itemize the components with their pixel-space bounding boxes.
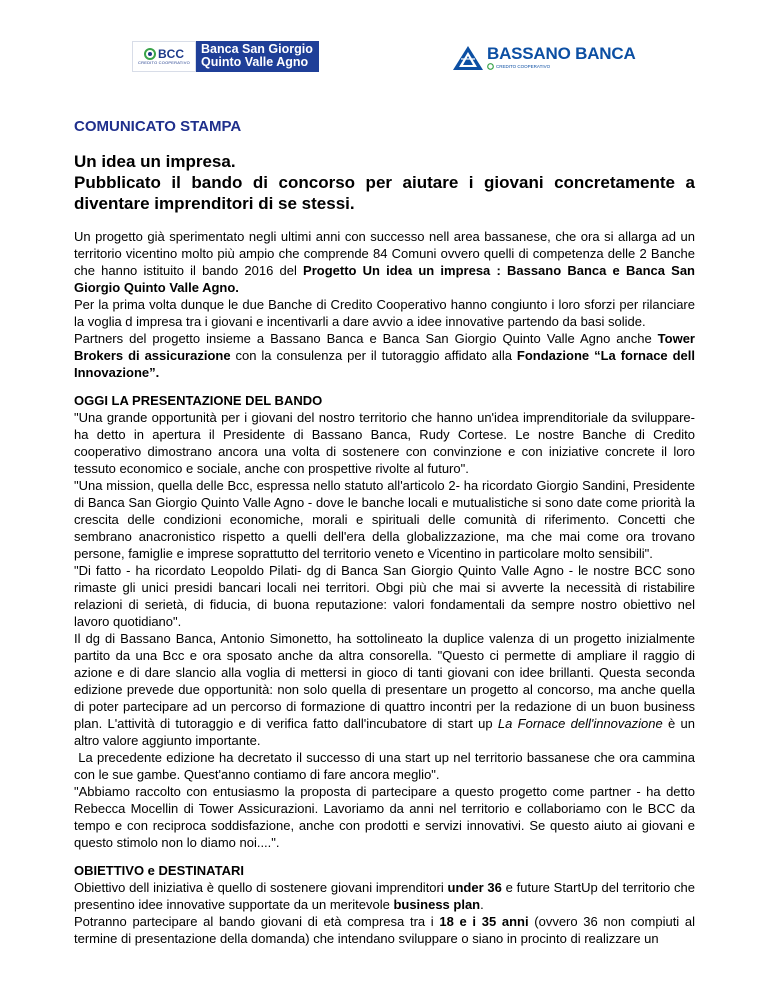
s1-p4-italic: La Fornace dell'innovazione xyxy=(497,716,663,731)
intro-p3-bold-a: Tower Brokers di assicurazione xyxy=(74,331,695,363)
section1-paragraph-1: "Una grande opportunità per i giovani del nostro territorio che hanno un'idea imprenditoriale da sviluppare- ha detto in apertura il Presidente di Bassano Banca, Rudy Cortese. Le nostre Banche di Credito cooperativo dimostrano ancora una volta di sostenere con convinzione e con iniziative concrete il loro tessuto economico e sociale, anche con prospettive rivolte al futuro". xyxy=(74,410,695,476)
section-heading-presentazione: OGGI LA PRESENTAZIONE DEL BANDO xyxy=(74,393,323,408)
s1-p4-text-a: Il dg di Bassano Banca, Antonio Simonetto, ha sottolineato la duplice valenza di un progetto inizialmente partito da una Bcc e ora sposato anche da altra consorella. "Questo ci permette di ampliare il raggio di azione e di dare slancio alla voglia di mettersi in gioco di tanti giovani con idee brillanti. Questa seconda edizione prevede due opportunità: non solo quella di presentare un progetto al concorso, ma anche quella di poter partecipare ad un percorso di formazione di quattro incontri per la redazione di un buon business plan. L'attività di tutoraggio e di verifica fatto dall'incubatore di start up xyxy=(74,631,695,731)
article-body xyxy=(74,228,699,947)
intro-p1-bold: Progetto Un idea un impresa : Bassano Banca e Banca San Giorgio Quinto Valle Agno. xyxy=(74,263,695,295)
page-title xyxy=(74,151,695,214)
intro-p3-text-a: Partners del progetto insieme a Bassano Banca e Banca San Giorgio Quinto Valle Agno anche xyxy=(74,331,658,346)
section1-paragraph-4 xyxy=(74,630,695,749)
title-line-1: Un idea un impresa. xyxy=(74,152,236,171)
s2-p2-text-a: Potranno partecipare al bando giovani di età compresa tra i xyxy=(74,914,440,929)
bcc-symbol-icon xyxy=(144,48,156,60)
bassano-sub: CREDITO COOPERATIVO xyxy=(496,63,551,69)
s2-p2-text-b: (ovvero 36 non compiuti al termine di presentazione della domanda) che intendano sviluppare o siano in procinto di realizzare un xyxy=(74,914,695,946)
intro-p1-text: Un progetto già sperimentato negli ultimi anni con successo nell area bassanese, che ora si allarga ad un territorio vicentino molto più ampio che comprende 84 Comuni ovvero quelli di competenza delle 2 Banche che hanno istituito il bando 2016 del xyxy=(74,229,695,278)
section2-paragraph-1 xyxy=(74,879,695,913)
section1-paragraph-2: "Una mission, quella delle Bcc, espressa nello statuto all'articolo 2- ha ricordato Giorgio Sandini, Presidente di Banca San Giorgio Quinto Valle Agno - dove le banche locali e mutualistiche si sono date come priorità la crescita delle condizioni economiche, morali e spirituali delle comunità di riferimento. Concetti che sembrano anacronistico rispetto a quelli dell'era della globalizzazione, ma che mai come ora trovano persone, famiglie e imprese soprattutto del territorio veneto e Vicentino in particolare molto sensibili". xyxy=(74,478,695,561)
intro-paragraph-2: Per la prima volta dunque le due Banche di Credito Cooperativo hanno congiunto i loro sforzi per rilanciare la voglia d impresa tra i giovani e incentivarli a dare avvio a idee innovative partendo da basi solide. xyxy=(74,297,695,329)
bassano-symbol-icon xyxy=(452,45,484,71)
bcc-name-line2: Quinto Valle Agno xyxy=(201,55,309,69)
s2-p1-text-b: e future StartUp del territorio che presentino idee innovative supportate da un meritevole xyxy=(74,880,695,912)
s2-p1-bold-a: under 36 xyxy=(447,880,502,895)
bcc-mark-text: BCC xyxy=(158,47,184,61)
s2-p2-bold: 18 e i 35 anni xyxy=(439,914,529,929)
section1-paragraph-5: La precedente edizione ha decretato il successo di una start up nel territorio bassanese che ora cammina con le sue gambe. Quest'anno contiamo di fare ancora meglio". xyxy=(74,750,699,782)
bcc-bank-name xyxy=(196,41,319,72)
section1-paragraph-6: "Abbiamo raccolto con entusiasmo la proposta di partecipare a questo progetto come partner - ha detto Rebecca Mocellin di Tower Assicurazioni. Lavoriamo da anni nel territorio e collaboriamo con le BCC da tempo e con reciproca soddisfazione, anche con prodotti e servizi innovativi. Se questo aiuto ai giovani e questo stimolo non lo diamo noi....". xyxy=(74,784,695,850)
title-line-2: Pubblicato il bando di concorso per aiutare i giovani concretamente a diventare imprenditori di se stessi. xyxy=(74,173,695,213)
s2-p1-text-c: . xyxy=(480,897,484,912)
s2-p1-bold-b: business plan xyxy=(393,897,481,912)
bassano-name: BASSANO BANCA xyxy=(487,44,636,63)
s2-p1-text-a: Obiettivo dell iniziativa è quello di sostenere giovani imprenditori xyxy=(74,880,448,895)
bcc-small-icon xyxy=(487,63,494,70)
bassano-banca-logo xyxy=(452,45,636,75)
intro-p3-bold-b: Fondazione “La fornace dell Innovazione”. xyxy=(74,348,695,380)
intro-paragraph-3 xyxy=(74,330,695,381)
bcc-logo xyxy=(132,41,319,72)
section-heading-obiettivo: OBIETTIVO e DESTINATARI xyxy=(74,863,244,878)
bcc-mark xyxy=(132,41,196,72)
intro-paragraph-1 xyxy=(74,228,695,296)
bcc-name-line1: Banca San Giorgio xyxy=(201,42,313,56)
press-release-label: COMUNICATO STAMPA xyxy=(74,118,242,135)
s1-p4-text-b: è un altro valore aggiunto importante. xyxy=(74,716,695,748)
section2-paragraph-2 xyxy=(74,913,695,947)
intro-p3-text-b: con la consulenza per il tutoraggio affidato alla xyxy=(230,348,517,363)
section1-paragraph-3: "Di fatto - ha ricordato Leopoldo Pilati- dg di Banca San Giorgio Quinto Valle Agno - le nostre BCC sono rimaste gli unici presidi bancari locali nei territori. Obgi più che mai si avverte la necessità di ristabilire relazioni di serietà, di fiducia, di buona reputazione: valori fondamentali da sempre nostro obiettivo nel lavoro quotidiano". xyxy=(74,563,695,629)
bcc-mark-sub: CREDITO COOPERATIVO xyxy=(138,60,190,65)
